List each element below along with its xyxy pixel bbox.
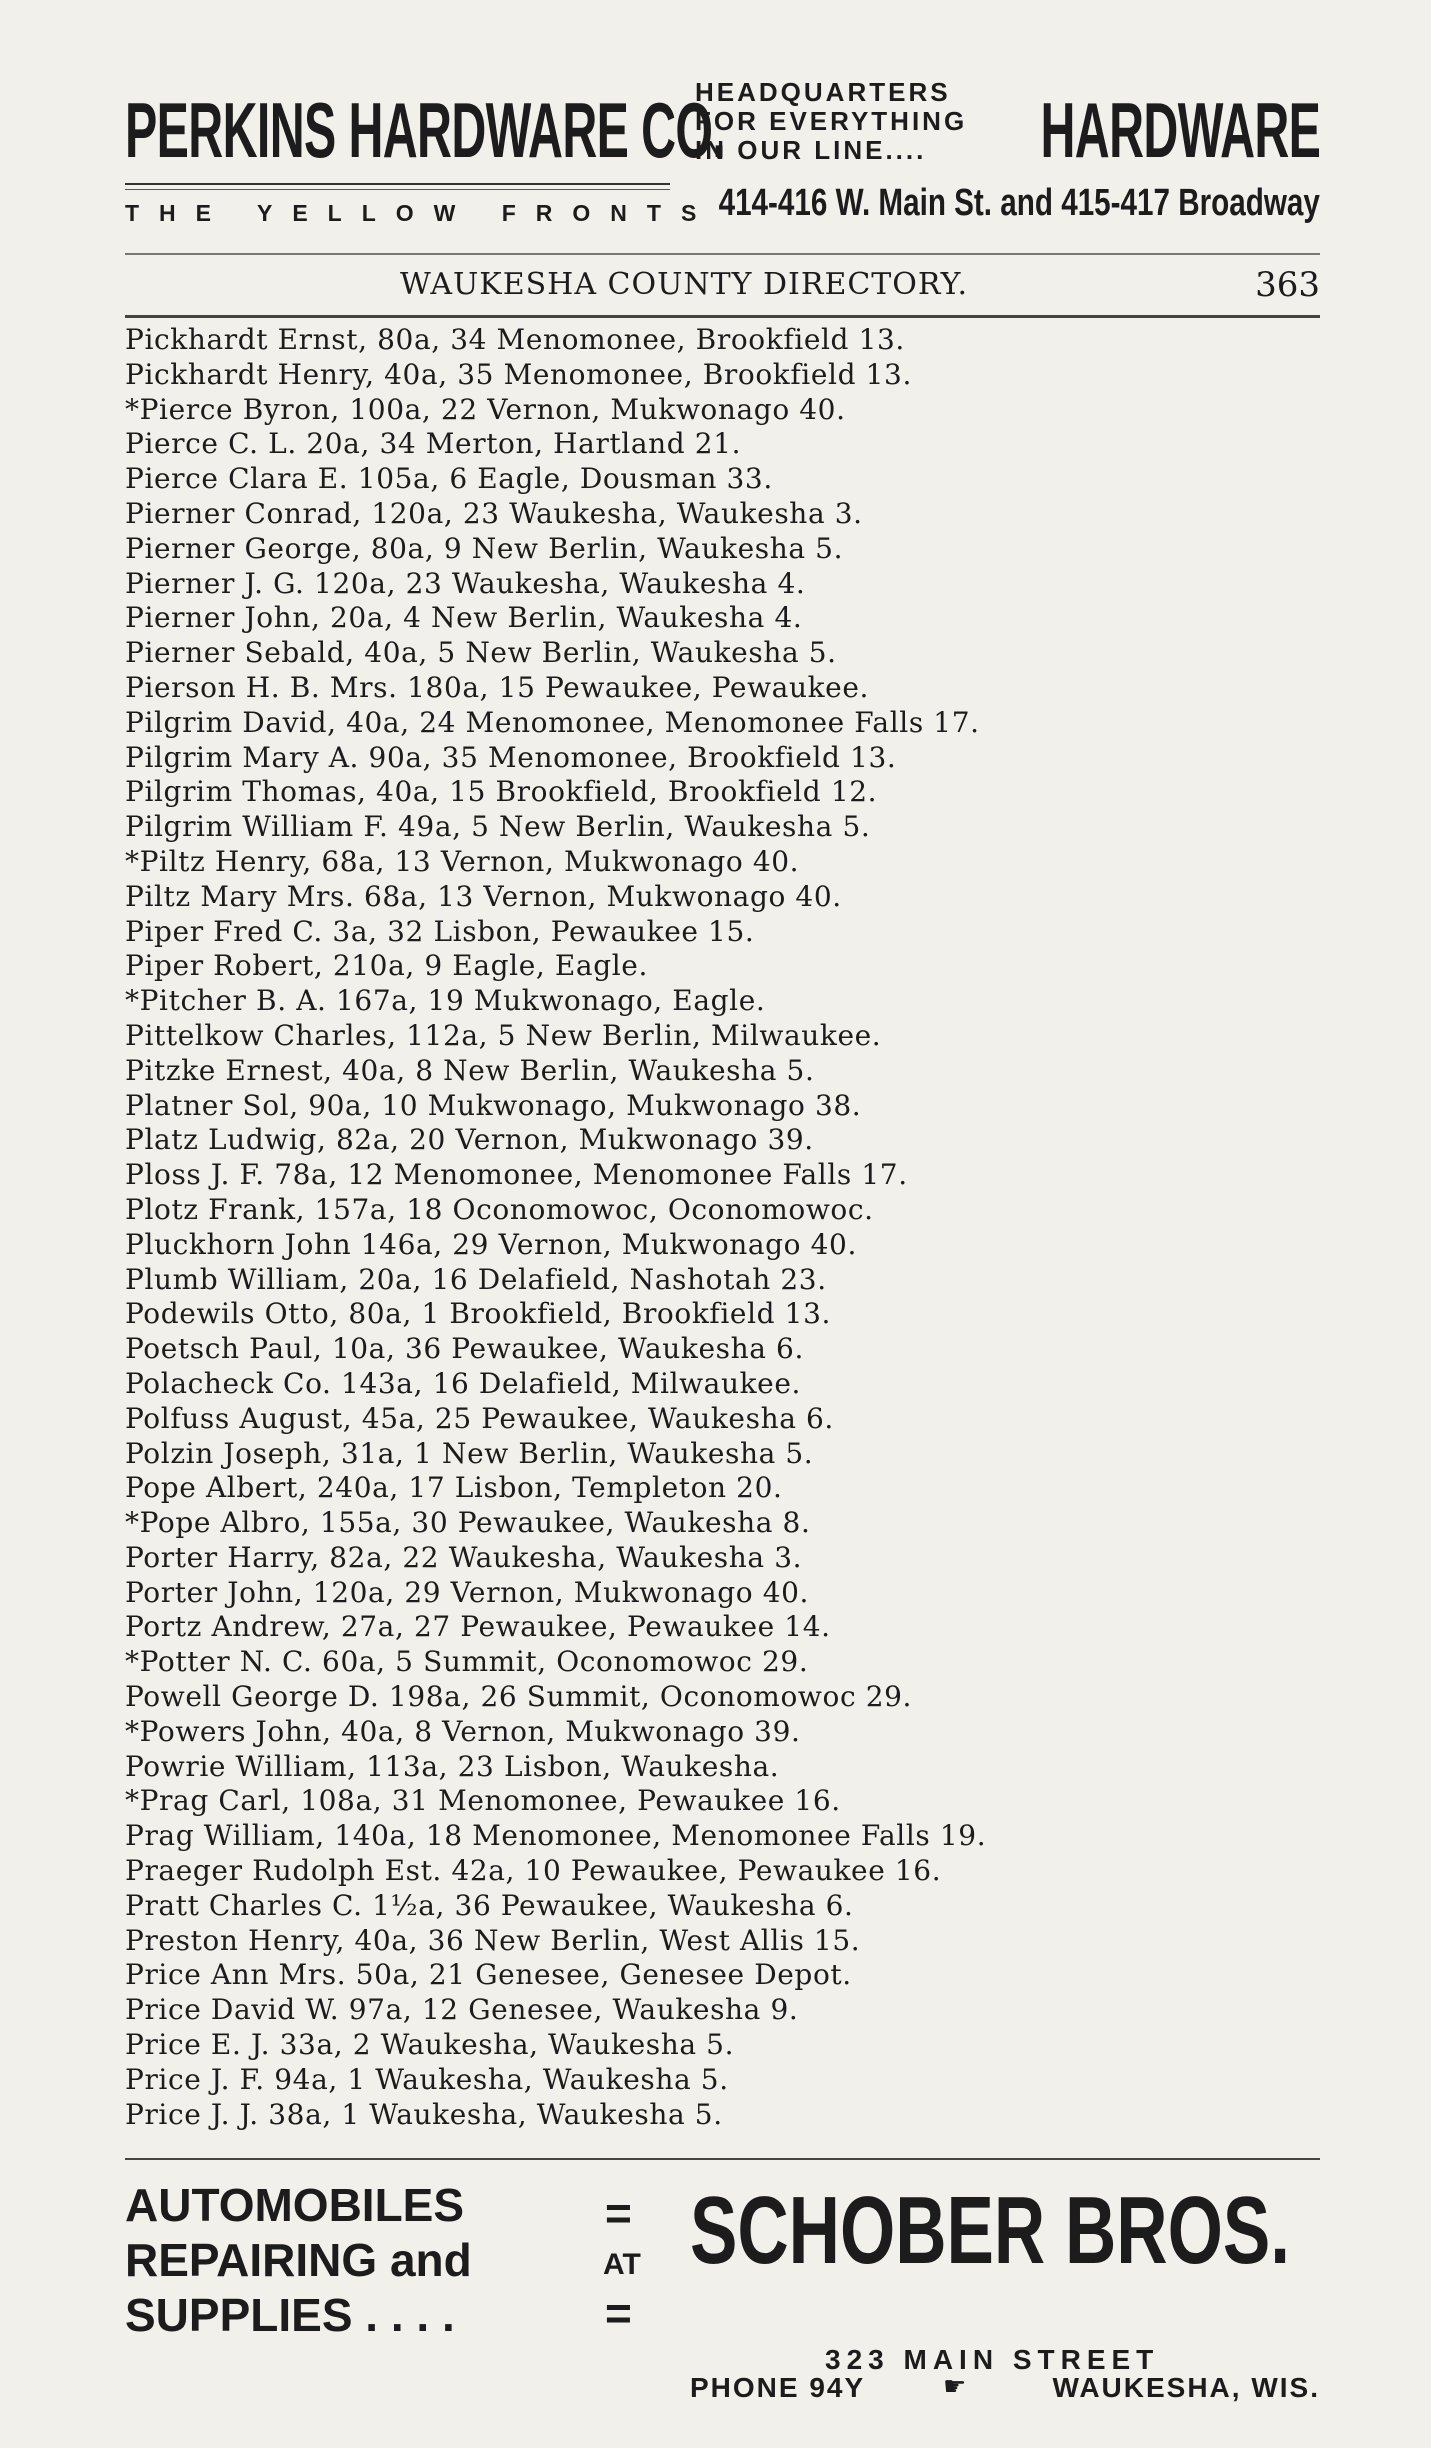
directory-entry: Podewils Otto, 80a, 1 Brookfield, Brookfield 13.	[125, 1297, 832, 1331]
directory-entry: Pilgrim Mary A. 90a, 35 Menomonee, Brookfield 13.	[125, 740, 897, 774]
directory-entry: Piper Fred C. 3a, 32 Lisbon, Pewaukee 15.	[125, 914, 755, 948]
running-head	[125, 253, 1320, 315]
directory-entry: Pickhardt Henry, 40a, 35 Menomonee, Brookfield 13.	[125, 357, 912, 391]
directory-entry: Prag William, 140a, 18 Menomonee, Menomonee Falls 19.	[125, 1819, 987, 1853]
directory-entry: Porter John, 120a, 29 Vernon, Mukwonago 40.	[125, 1575, 810, 1609]
schober-bros-ad	[125, 2158, 1320, 2418]
at-word: AT	[603, 2248, 641, 2281]
directory-entry: Pilgrim William F. 49a, 5 New Berlin, Waukesha 5.	[125, 810, 871, 844]
directory-entry: *Pope Albro, 155a, 30 Pewaukee, Waukesha 8.	[125, 1506, 811, 1540]
directory-entry: Pilgrim David, 40a, 24 Menomonee, Menomonee Falls 17.	[125, 705, 980, 739]
perkins-company-name: PERKINS HARDWARE CO.	[125, 86, 726, 174]
directory-entry: Pierner J. G. 120a, 23 Waukesha, Waukesha 4.	[125, 566, 806, 600]
directory-entry: Preston Henry, 40a, 36 New Berlin, West Allis 15.	[125, 1923, 861, 1957]
headquarters-block	[695, 78, 967, 165]
pointing-hand-icon: ☛	[943, 2372, 967, 2402]
directory-entry: Portz Andrew, 27a, 27 Pewaukee, Pewaukee 14.	[125, 1610, 831, 1644]
supplies-line: SUPPLIES . . . .	[125, 2289, 455, 2341]
directory-entry: Plumb William, 20a, 16 Delafield, Nashotah 23.	[125, 1262, 827, 1296]
directory-entry: Pittelkow Charles, 112a, 5 New Berlin, Milwaukee.	[125, 1018, 882, 1052]
directory-entry: Poetsch Paul, 10a, 36 Pewaukee, Waukesha 6.	[125, 1332, 804, 1366]
directory-entry: Pierce Clara E. 105a, 6 Eagle, Dousman 33.	[125, 462, 773, 496]
directory-entry: Platner Sol, 90a, 10 Mukwonago, Mukwonago 38.	[125, 1088, 862, 1122]
directory-entry: Porter Harry, 82a, 22 Waukesha, Waukesha 3.	[125, 1540, 803, 1574]
directory-entry: Pilgrim Thomas, 40a, 15 Brookfield, Brookfield 12.	[125, 775, 878, 809]
directory-title: WAUKESHA COUNTY DIRECTORY.	[400, 267, 969, 302]
directory-entry: Powell George D. 198a, 26 Summit, Oconomowoc 29.	[125, 1680, 913, 1714]
directory-entry: Pierson H. B. Mrs. 180a, 15 Pewaukee, Pewaukee.	[125, 670, 870, 704]
directory-entry: Pitzke Ernest, 40a, 8 New Berlin, Waukesha 5.	[125, 1053, 815, 1087]
directory-entry: Piltz Mary Mrs. 68a, 13 Vernon, Mukwonago 40.	[125, 879, 842, 913]
head-divider	[125, 315, 1320, 318]
directory-entry: Pierner John, 20a, 4 New Berlin, Waukesha 4.	[125, 601, 803, 635]
directory-entries	[125, 323, 1320, 2132]
perkins-address: 414-416 W. Main St. and 415-417 Broadway	[718, 182, 1320, 224]
headquarters-line: HEADQUARTERS	[695, 77, 951, 107]
schober-city: WAUKESHA, WIS.	[1052, 2372, 1320, 2403]
directory-entry: Ploss J. F. 78a, 12 Menomonee, Menomonee Falls 17.	[125, 1158, 908, 1192]
directory-entry: Powrie William, 113a, 23 Lisbon, Waukesha.	[125, 1749, 780, 1783]
automobiles-line: AUTOMOBILES	[125, 2179, 465, 2231]
directory-entry: Polzin Joseph, 31a, 1 New Berlin, Waukesha 5.	[125, 1436, 814, 1470]
double-rule-icon: =	[605, 2187, 632, 2239]
headquarters-line: FOR EVERYTHING	[695, 106, 968, 136]
directory-entry: Pierner Sebald, 40a, 5 New Berlin, Waukesha 5.	[125, 636, 837, 670]
ad-divider	[125, 183, 670, 185]
directory-entry: *Potter N. C. 60a, 5 Summit, Oconomowoc 29.	[125, 1645, 809, 1679]
directory-entry: Praeger Rudolph Est. 42a, 10 Pewaukee, Pewaukee 16.	[125, 1854, 942, 1888]
perkins-hardware-ad	[125, 70, 1320, 245]
directory-entry: Pickhardt Ernst, 80a, 34 Menomonee, Brookfield 13.	[125, 323, 905, 356]
directory-entry: Price Ann Mrs. 50a, 21 Genesee, Genesee Depot.	[125, 1958, 852, 1992]
directory-entry: *Powers John, 40a, 8 Vernon, Mukwonago 39.	[125, 1714, 801, 1748]
directory-entry: *Pierce Byron, 100a, 22 Vernon, Mukwonago 40.	[125, 392, 846, 426]
directory-entry: Price J. J. 38a, 1 Waukesha, Waukesha 5.	[125, 2097, 723, 2131]
hardware-word: HARDWARE	[1040, 86, 1320, 174]
schober-phone: PHONE 94Y	[690, 2372, 866, 2403]
ad-divider	[125, 2158, 1320, 2160]
directory-entry: Pierner Conrad, 120a, 23 Waukesha, Waukesha 3.	[125, 496, 863, 530]
headquarters-line: IN OUR LINE....	[695, 135, 927, 165]
schober-street: 323 MAIN STREET	[825, 2344, 1160, 2375]
directory-entry: Price David W. 97a, 12 Genesee, Waukesha 9.	[125, 1993, 799, 2027]
schober-company-name: SCHOBER BROS.	[690, 2177, 1290, 2284]
directory-entry: Plotz Frank, 157a, 18 Oconomowoc, Oconomowoc.	[125, 1192, 874, 1226]
directory-page	[125, 70, 1320, 2403]
double-rule-icon: =	[605, 2287, 632, 2339]
directory-entry: Pope Albert, 240a, 17 Lisbon, Templeton 20.	[125, 1471, 783, 1505]
ad-divider	[125, 189, 670, 190]
directory-entry: *Piltz Henry, 68a, 13 Vernon, Mukwonago 40.	[125, 844, 800, 878]
directory-entry: Pierce C. L. 20a, 34 Merton, Hartland 21.	[125, 427, 742, 461]
directory-entry: Pratt Charles C. 1½a, 36 Pewaukee, Waukesha 6.	[125, 1888, 854, 1922]
directory-entry: Polfuss August, 45a, 25 Pewaukee, Waukesha 6.	[125, 1401, 834, 1435]
directory-entry: *Prag Carl, 108a, 31 Menomonee, Pewaukee 16.	[125, 1784, 841, 1818]
directory-entry: Price E. J. 33a, 2 Waukesha, Waukesha 5.	[125, 2028, 735, 2062]
directory-entry: Platz Ludwig, 82a, 20 Vernon, Mukwonago 39.	[125, 1123, 814, 1157]
automobiles-block	[125, 2178, 472, 2343]
directory-entry: *Pitcher B. A. 167a, 19 Mukwonago, Eagle.	[125, 984, 766, 1018]
yellow-fronts-tagline: THE YELLOW FRONTS	[125, 200, 717, 226]
directory-entry: Pierner George, 80a, 9 New Berlin, Waukesha 5.	[125, 531, 844, 565]
directory-entry: Price J. F. 94a, 1 Waukesha, Waukesha 5.	[125, 2062, 729, 2096]
directory-entry: Polacheck Co. 143a, 16 Delafield, Milwaukee.	[125, 1366, 802, 1400]
directory-entry: Piper Robert, 210a, 9 Eagle, Eagle.	[125, 949, 648, 983]
directory-entry: Pluckhorn John 146a, 29 Vernon, Mukwonago 40.	[125, 1227, 857, 1261]
page-number: 363	[1255, 265, 1320, 305]
repairing-line: REPAIRING and	[125, 2234, 472, 2286]
